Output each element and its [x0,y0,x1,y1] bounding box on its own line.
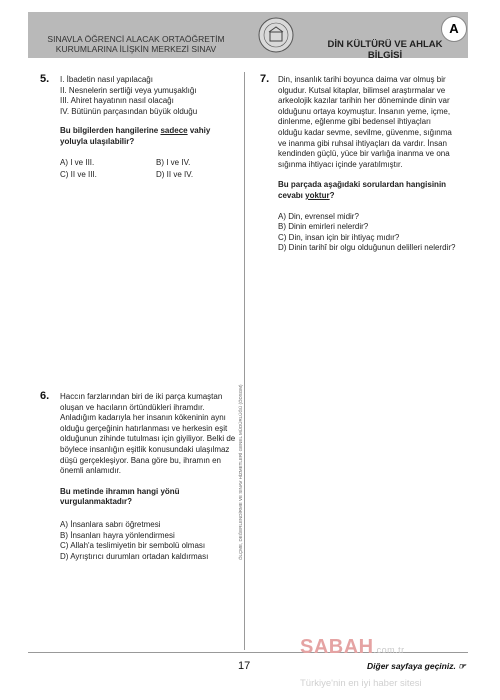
q5-stem-underlined: sadece [160,126,188,136]
pointing-hand-icon: ☞ [458,661,466,671]
question-6 [60,392,236,562]
q5-item: II. Nesnelerin sertliği veya yumuşaklığı [60,85,197,95]
side-institution-text: ÖLÇME, DEĞERLENDİRME VE SINAV HİZMETLERİ GENEL MÜDÜRLÜĞÜ (ÖDSGM) [238,384,243,560]
q5-option-a[interactable]: A) I ve III. [60,157,95,167]
exam-title-line2: KURUMLARINA İLİŞKİN MERKEZİ SINAV [55,44,217,54]
q7-stem-underlined: yoktur [305,190,330,200]
q5-item: I. İbadetin nasıl yapılacağı [60,75,153,84]
q6-stem: Bu metinde ihramın hangi yönü vurgulanmaktadır? [60,486,180,507]
q5-option-c[interactable]: C) II ve III. [60,170,97,180]
q5-item: III. Ahiret hayatının nasıl olacağı [60,96,174,106]
q7-stem-text-end: ? [329,190,335,200]
q7-stem-text: Bu parçada aşağıdaki sorulardan hangisinin cevabı [278,180,447,200]
q5-stem-text-end: vahiy yoluyla ulaşılabilir? [60,126,211,146]
ministry-logo-icon [256,15,296,55]
watermark-text: SABAH [300,636,374,658]
question-5-number: 5. [40,73,50,85]
q7-option-a[interactable]: A) Din, evrensel midir? [278,211,359,221]
q7-passage: Din, insanlık tarihi boyunca daima var olmuş bir olgudur. Kutsal kitaplar, bilimsel araştırmalar ve arkeolojik kazılar tarihin her döneminde dinin var olduğunu ortaya koymuştur. İnsanın yeme, içme, dinlenme, eğlenme gibi bedensel ihtiyaçları olduğu kadar sevme, sevilme, güvenme, sığınma ve inanma gibi ruhsal ihtiyaçları da vardır. İnsan kendinden güçlü, yüce bir varlığa inanma ve ona sığınma ihtiyacı içinde yaratılmıştır. [278,75,452,169]
question-6-number: 6. [40,390,50,402]
q5-stem [60,126,236,147]
page-number: 17 [238,660,251,672]
q5-option-d[interactable]: D) II ve IV. [156,170,194,180]
q7-option-c[interactable]: C) Din, insan için bir ihtiyaç mıdır? [278,232,400,242]
q6-option-d[interactable]: D) Ayrıştırıcı durumları ortadan kaldırması [60,551,209,561]
q6-option-c[interactable]: C) Allah'a teslimiyetin bir sembolü olması [60,541,206,551]
q7-option-b[interactable]: B) Dinin emirleri nelerdir? [278,222,369,232]
q5-item: IV. Bütünün parçasından büyük olduğu [60,106,198,116]
q6-option-a[interactable]: A) İnsanlara sabrı öğretmesi [60,519,161,529]
question-7 [278,75,456,254]
watermark-tagline: Türkiye'nin en iyi haber sitesi [300,678,422,689]
question-5 [60,75,236,181]
q6-options [60,520,236,562]
q5-stem-text: Bu bilgilerden hangilerine [60,126,161,136]
subject-title: DİN KÜLTÜRÜ VE AHLAK BİLGİSİ [327,39,443,61]
question-7-number: 7. [260,73,270,85]
q6-option-b[interactable]: B) İnsanları hayra yönlendirmesi [60,530,175,540]
sabah-watermark [300,636,405,659]
q7-option-d[interactable]: D) Dinin tarihî bir olgu olduğunun delilleri nelerdir? [278,243,456,253]
q5-option-b[interactable]: B) I ve IV. [156,157,191,167]
next-page-text: Diğer sayfaya geçiniz. [367,661,456,671]
next-page-note [367,661,466,672]
watermark-suffix: .com.tr [373,645,405,655]
exam-title [46,34,226,54]
exam-title-line1: SINAVLA ÖĞRENCİ ALACAK ORTAÖĞRETİM [47,34,225,44]
q7-options [278,212,456,254]
booklet-badge: A [441,16,467,42]
q7-stem [278,180,456,201]
q5-options [60,158,236,181]
q6-passage: Haccın farzlarından biri de iki parça kumaştan oluşan ve hacıların örtündükleri ihramdır. Anladığım kadarıyla her insanın kökeninin aynı olduğu gerçeğinin hatırlanması ve herkesin eşit olduğunun zihinde tutulması için giyiliyor. Belki de böylece insanlığın eşitlik konusundaki ulaşılmaz düşü gerçekleşiyor. Bana göre bu, ihramın en önemli anlamıdır. [60,392,236,476]
exam-header [28,12,468,61]
